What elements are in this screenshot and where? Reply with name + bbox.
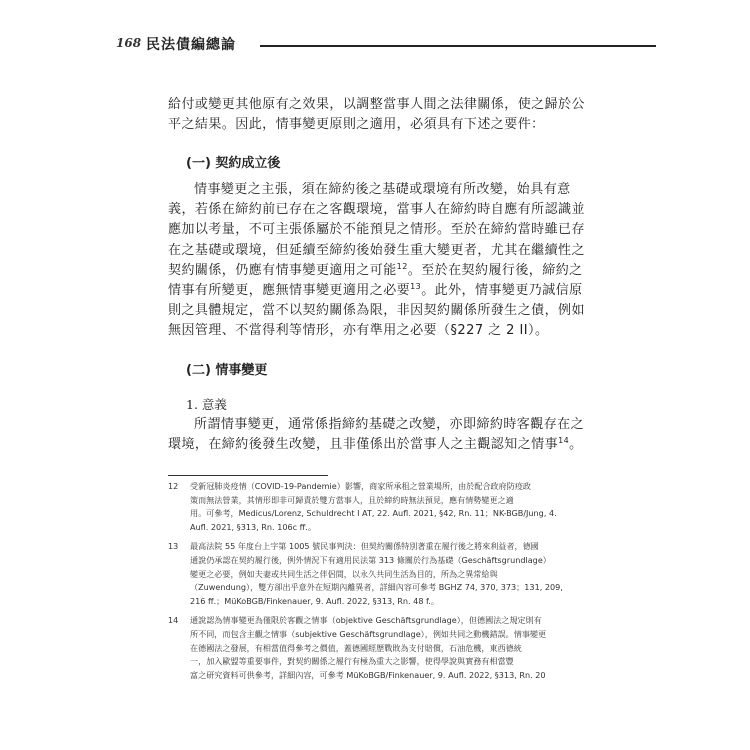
text-line: 義，若係在締約前已存在之客觀環境，當事人在締約時自應有所認識並 xyxy=(168,202,585,218)
footnotes xyxy=(168,480,588,688)
section-heading-1: (一) 契約成立後 xyxy=(186,156,281,171)
subsection-label: 1. 意義 xyxy=(186,397,227,412)
footnote-13 xyxy=(168,540,588,608)
footnote-number: 12 xyxy=(168,482,179,491)
text-line: 則之具體規定，當不以契約關係為限，非因契約關係所發生之債，例如 xyxy=(168,303,585,319)
footnote-line: 最高法院 55 年度台上字第 1005 號民事判決：但契約關係特別著重在履行後之將來利益者，德國 xyxy=(190,541,539,552)
footnote-line: 在德國法之發展，有相當值得參考之價值，蓋德國經歷戰敗為支付賠償，石油危機，東西德統 xyxy=(190,642,522,653)
paragraph-3 xyxy=(168,415,588,455)
footnote-14 xyxy=(168,614,588,682)
footnote-line: 一，加入歐盟等重要事件，對契約關係之履行有極為重大之影響，使得學說與實務有相當豐 xyxy=(190,656,514,667)
footnote-ref-12[interactable]: 12 xyxy=(396,261,408,271)
text-line: 平之結果。因此，情事變更原則之適用，必須具有下述之要件： xyxy=(168,117,545,133)
footnote-number: 13 xyxy=(168,542,179,552)
running-header xyxy=(116,34,656,54)
text-line: 無因管理、不當得利等情形，亦有準用之必要（§227 之 2 II）。 xyxy=(168,323,549,339)
footnote-line: 所不同，而包含主觀之情事（subjektive Geschäftsgrundlage），例如共同之動機錯誤。情事變更 xyxy=(190,628,547,639)
footnote-number: 14 xyxy=(168,616,179,626)
text-line: 所謂情事變更，通常係指締約基礎之改變，亦即締約時客觀存在之 xyxy=(194,417,585,432)
footnote-line: 用。可參考，Medicus/Lorenz, Schuldrecht I AT, 22. Aufl. 2021, §42, Rn. 11；NK-BGB/Jung, 4. xyxy=(190,508,557,519)
text-line: 契約關係，仍應有情事變更適用之可能$^{12}$。至於在契約履行後，締約之 xyxy=(168,261,583,278)
text-line: 情事有所變更，應無情事變更適用之必要$^{13}$。此外，情事變更乃誠信原 xyxy=(168,282,583,299)
text-line: 環境，在締約後發生改變，且非僅係出於當事人之主觀認知之情事$^{14}$。 xyxy=(168,436,583,453)
footnote-ref-14[interactable]: 14 xyxy=(558,436,570,446)
footnote-divider xyxy=(168,475,328,476)
footnote-line: 216 ff.；MüKoBGB/Finkenauer, 9. Aufl. 2022, §313, Rn. 48 f.。 xyxy=(190,595,439,606)
footnote-line: 富之研究資料可供參考，詳細內容，可參考 MüKoBGB/Finkenauer, 9. Aufl. 2022, §313, Rn. 20 xyxy=(190,669,546,680)
text-line: 應加以考量，不可主張係屬於不能預見之情形。至於在締約當時雖已存 xyxy=(168,222,585,238)
paragraph-1 xyxy=(168,95,588,135)
footnote-line: 通說仍承認在契約履行後，例外情況下有適用民法第 313 條關於行為基礎（Geschäftsgrundlage） xyxy=(190,554,551,565)
footnote-line: 變更之必要，例如夫妻或共同生活之伴侶間，以永久共同生活為目的，所為之異常給與 xyxy=(190,568,498,579)
section-heading-2: (二) 情事變更 xyxy=(186,363,268,378)
text-line: 給付或變更其他原有之效果，以調整當事人間之法律關係，使之歸於公 xyxy=(168,97,585,112)
paragraph-2 xyxy=(168,180,588,342)
text-line: 在之基礎或環境，但延續至締約後始發生重大變更者，尤其在繼續性之 xyxy=(168,242,585,258)
footnote-ref-13[interactable]: 13 xyxy=(410,282,422,292)
footnote-line: （Zuwendung），雙方卻出乎意外在短期內離異者，詳細內容可參考 BGHZ 74, 370, 373；131, 209, xyxy=(190,582,563,593)
header-rule xyxy=(260,45,656,47)
text-line: 情事變更之主張，須在締約後之基礎或環境有所改變，始具有意 xyxy=(194,182,571,197)
book-title: 民法債編總論 xyxy=(146,37,236,53)
page-number: 168 xyxy=(116,36,142,50)
footnote-12 xyxy=(168,480,588,534)
footnote-line: Aufl. 2021, §313, Rn. 106c ff.。 xyxy=(190,521,316,532)
footnote-line: 受新冠肺炎疫情（COVID-19-Pandemie）影響，商家所承租之營業場所，由於配合政府防疫政 xyxy=(190,481,532,491)
footnote-line: 通說認為情事變更為僅限於客觀之情事（objektive Geschäftsgrundlage），但德國法之規定則有 xyxy=(190,615,542,626)
footnote-line: 策而無法營業，其情形即非可歸責於雙方當事人，且於締約時無法預見，應有情勢變更之適 xyxy=(190,494,514,505)
